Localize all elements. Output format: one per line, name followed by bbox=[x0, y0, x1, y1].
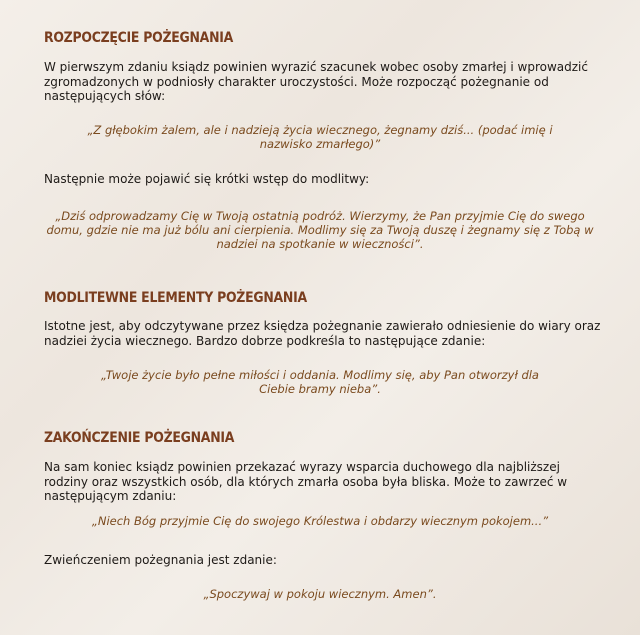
section-intro-closing: Na sam koniec ksiądz powinien przekazać wyrazy wsparcia duchowego dla najbliższej rodziny oraz wszystkich osób, dla których zmarła osoba była bliska. Może to zawrzeć w następującym zdaniu: bbox=[44, 460, 568, 503]
quote-opening-2: „Dziś odprowadzamy Cię w Twoją ostatnią podróż. Wierzymy, że Pan przyjmie Cię do swego domu, gdzie nie ma już bólu ani cierpienia. Modlimy się za Twoją duszę i żegnamy się z Tobą w nadziei na spotkanie w wieczności”. bbox=[46, 209, 594, 251]
quote-prayer-1: „Twoje życie było pełne miłości i oddania. Modlimy się, aby Pan otworzył dla Ciebie bramy nieba”. bbox=[101, 368, 539, 396]
quote-opening-1: „Z głębokim żalem, ale i nadzieją życia wiecznego, żegnamy dziś... (podać imię i nazwisko zmarłego)” bbox=[87, 123, 553, 151]
section-heading-opening: ROZPOCZĘCIE POŻEGNANIA bbox=[44, 30, 234, 46]
quote-closing-2: „Spoczywaj w pokoju wiecznym. Amen”. bbox=[203, 587, 437, 601]
section-heading-prayer: MODLITEWNE ELEMENTY POŻEGNANIA bbox=[44, 290, 307, 306]
section-followup-opening: Następnie może pojawić się krótki wstęp do modlitwy: bbox=[44, 172, 370, 186]
section-heading-closing: ZAKOŃCZENIE POŻEGNANIA bbox=[44, 430, 235, 446]
quote-closing-1: „Niech Bóg przyjmie Cię do swojego Królestwa i obdarzy wiecznym pokojem...” bbox=[91, 514, 549, 528]
section-intro-prayer: Istotne jest, aby odczytywane przez księdza pożegnanie zawierało odniesienie do wiary oraz nadziei życia wiecznego. Bardzo dobrze podkreśla to następujące zdanie: bbox=[44, 319, 601, 348]
section-intro-opening: W pierwszym zdaniu ksiądz powinien wyrazić szacunek wobec osoby zmarłej i wprowadzić zgromadzonych w podniosły charakter uroczystości. Może rozpocząć pożegnanie od następujących słów: bbox=[44, 60, 588, 103]
section-followup-closing: Zwieńczeniem pożegnania jest zdanie: bbox=[44, 553, 277, 567]
